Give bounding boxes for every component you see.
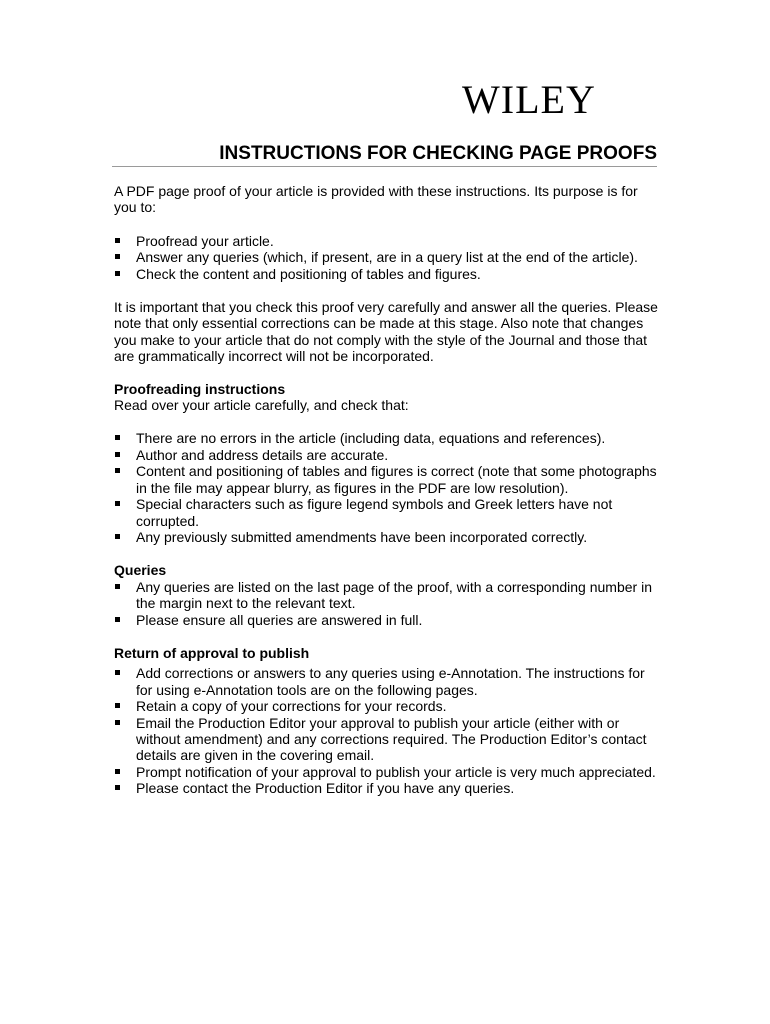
page-title: INSTRUCTIONS FOR CHECKING PAGE PROOFS	[219, 143, 657, 164]
important-paragraph: It is important that you check this proof very carefully and answer all the queries. Please note that only essential corrections can be made at this stage. Also note that changes you make to your article that do not comply with the style of the Journal and those that are grammatically incorrect will not be incorporated.	[114, 299, 658, 365]
list-item: Content and positioning of tables and figures is correct (note that some photographs in the file may appear blurry, as figures in the PDF are low resolution).	[114, 463, 659, 496]
queries-heading: Queries	[114, 562, 167, 579]
list-item: Special characters such as figure legend symbols and Greek letters have not corrupted.	[114, 496, 659, 529]
list-item: Check the content and positioning of tables and figures.	[114, 266, 659, 282]
queries-list	[114, 579, 659, 628]
list-item: Please contact the Production Editor if you have any queries.	[114, 780, 659, 796]
list-item: Email the Production Editor your approval to publish your article (either with or without amendment) and any corrections required. The Production Editor’s contact details are given in the covering email.	[114, 715, 659, 764]
list-item: There are no errors in the article (including data, equations and references).	[114, 430, 659, 446]
return-approval-heading: Return of approval to publish	[114, 644, 310, 661]
proofreading-list	[114, 430, 659, 545]
intro-paragraph: A PDF page proof of your article is provided with these instructions. Its purpose is for you to:	[114, 183, 638, 216]
purpose-list	[114, 233, 659, 282]
list-item: Any queries are listed on the last page of the proof, with a corresponding number in the margin next to the relevant text.	[114, 579, 659, 612]
list-item: Answer any queries (which, if present, are in a query list at the end of the article).	[114, 249, 659, 265]
list-item: Any previously submitted amendments have been incorporated correctly.	[114, 529, 659, 545]
list-item: Proofread your article.	[114, 233, 659, 249]
list-item: Please ensure all queries are answered in full.	[114, 612, 659, 628]
proofreading-heading: Proofreading instructions	[114, 380, 286, 397]
title-divider	[112, 166, 657, 167]
document-body	[114, 183, 659, 797]
list-item: Author and address details are accurate.	[114, 447, 659, 463]
return-approval-list	[114, 665, 659, 796]
list-item: Add corrections or answers to any queries using e-Annotation. The instructions for for using e-Annotation tools are on the following pages.	[114, 665, 659, 698]
list-item: Retain a copy of your corrections for your records.	[114, 698, 659, 714]
proofreading-lead: Read over your article carefully, and check that:	[114, 397, 409, 414]
list-item: Prompt notification of your approval to publish your article is very much appreciated.	[114, 764, 659, 780]
wiley-logo: WILEY	[462, 77, 596, 122]
